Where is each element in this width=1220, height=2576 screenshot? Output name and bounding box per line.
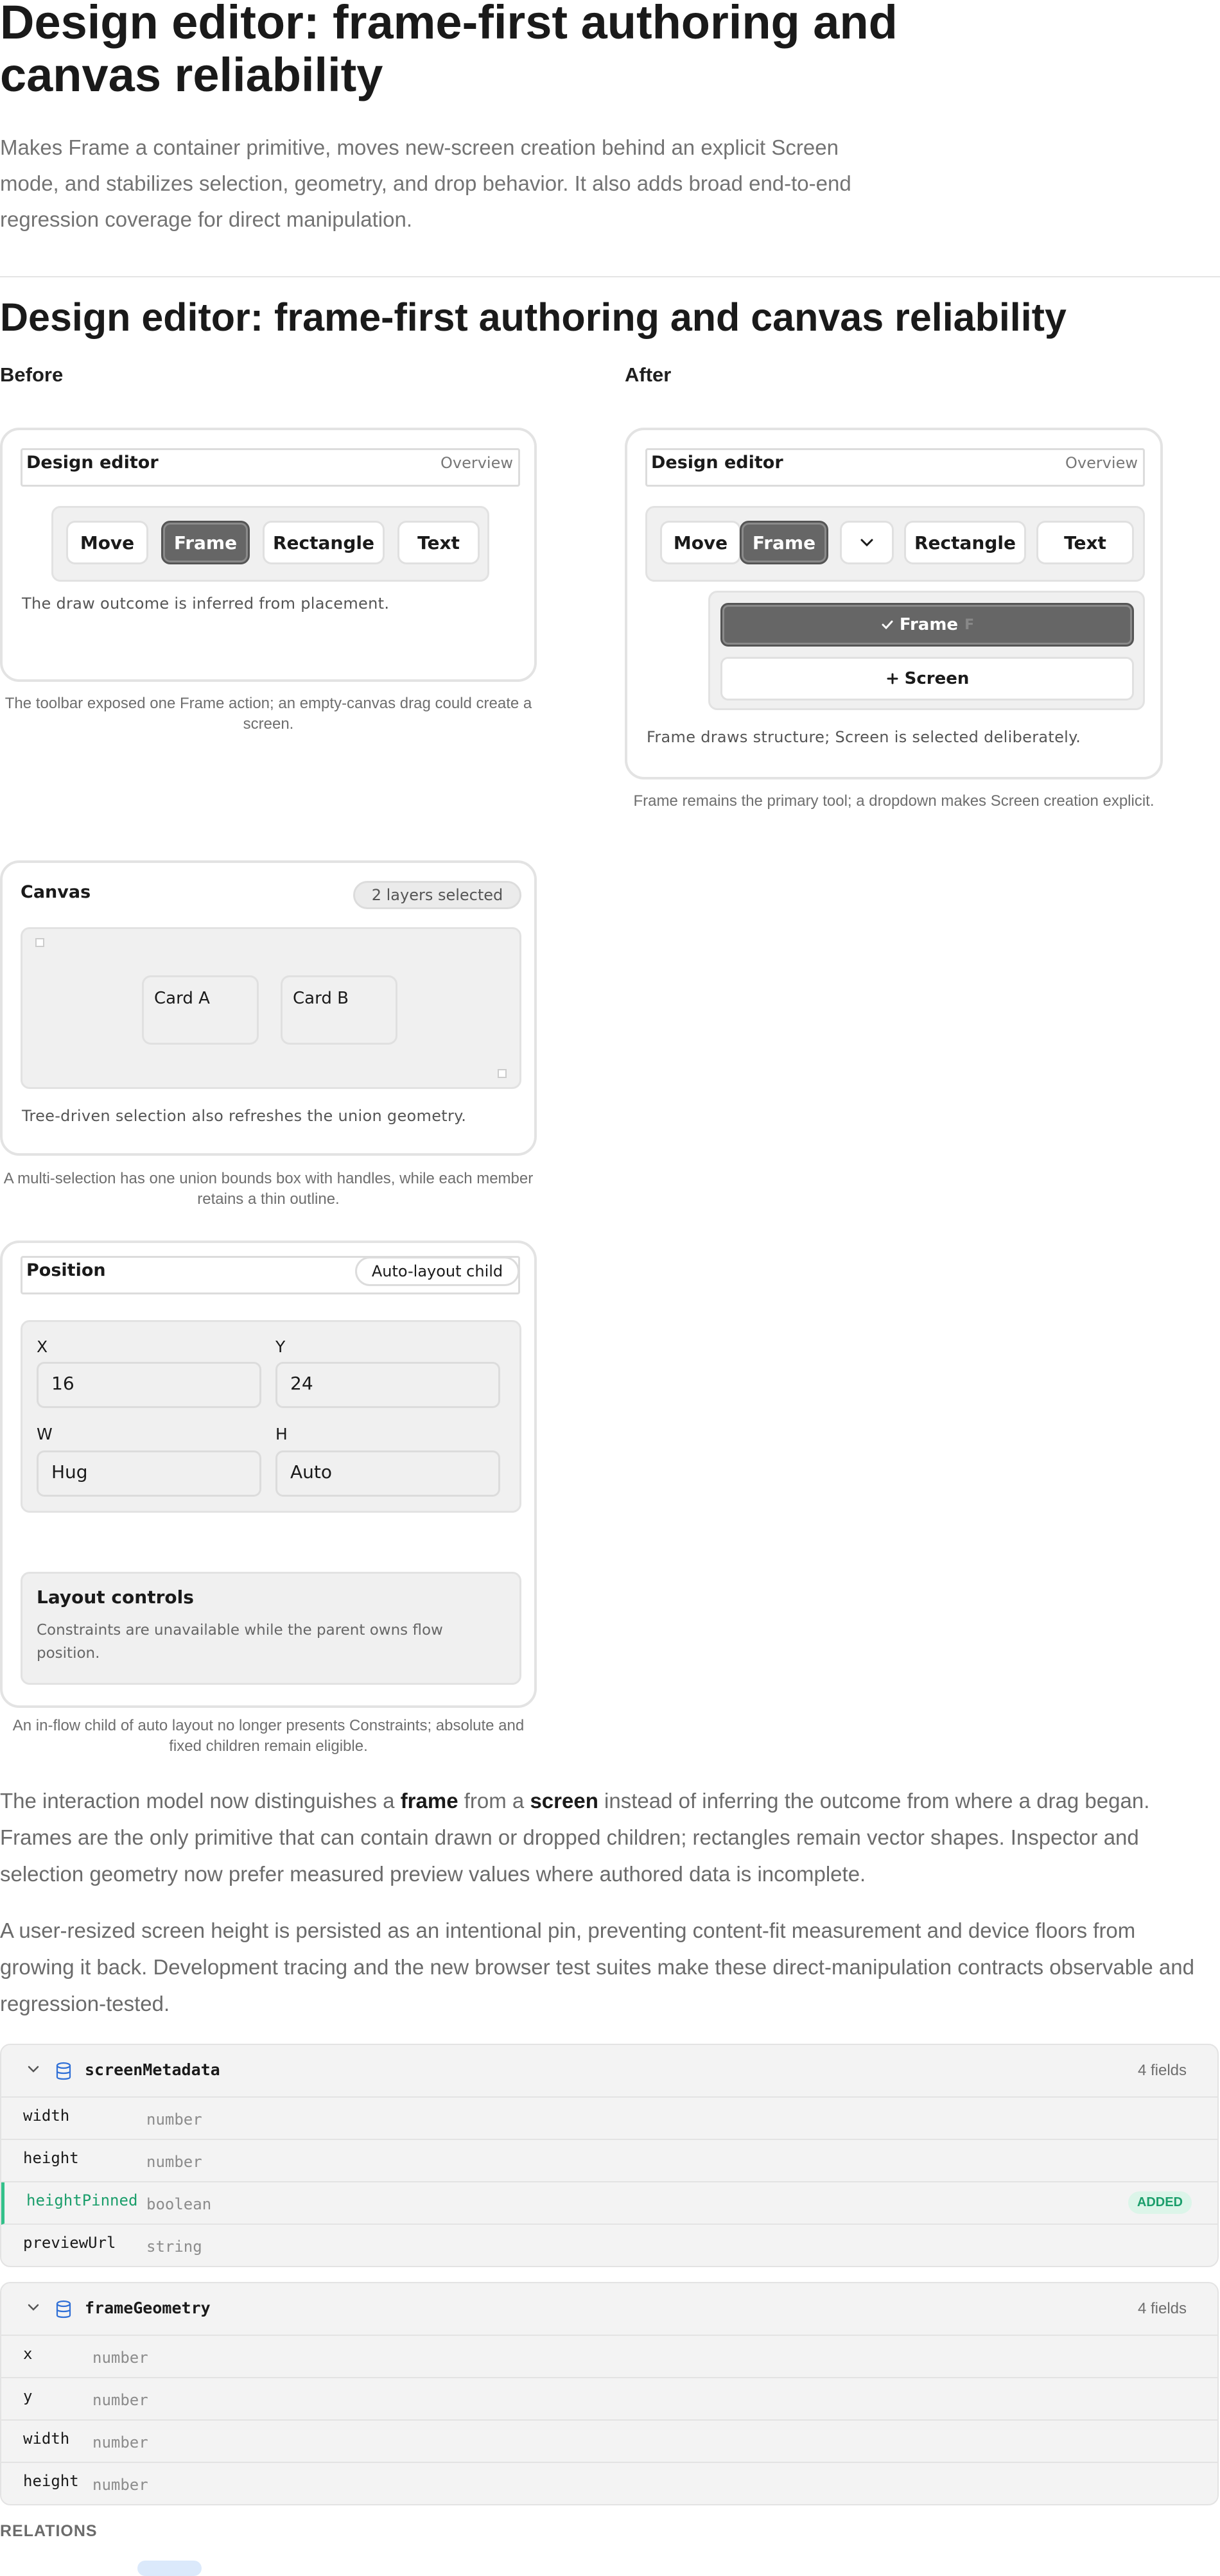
y-field[interactable]: 24 <box>275 1362 500 1408</box>
table-row <box>1 2378 1217 2421</box>
layout-controls-title: Layout controls <box>37 1587 194 1608</box>
frame-tool-button[interactable]: Frame <box>161 521 250 564</box>
field-type: number <box>146 2153 202 2171</box>
h-field[interactable]: Auto <box>275 1450 500 1497</box>
menu-item-frame[interactable] <box>720 603 1134 647</box>
schema-name: frameGeometry <box>85 2299 211 2317</box>
menu-item-screen[interactable] <box>720 657 1134 701</box>
toolbar <box>51 506 489 582</box>
h-label: H <box>275 1425 288 1443</box>
rectangle-tool-button[interactable]: Rectangle <box>263 521 385 564</box>
w-label: W <box>37 1425 53 1443</box>
rectangle-tool-button[interactable]: Rectangle <box>904 521 1026 564</box>
canvas-title: Canvas <box>21 882 91 902</box>
text-tool-button[interactable]: Text <box>397 521 480 564</box>
frame-dropdown-menu <box>708 591 1145 710</box>
tab-overview[interactable]: Overview <box>1065 454 1138 472</box>
auto-layout-child-badge: Auto-layout child <box>355 1257 519 1286</box>
selection-count-badge: 2 layers selected <box>353 881 521 909</box>
position-title: Position <box>26 1260 106 1280</box>
schema-panel-screenMetadata <box>0 2044 1219 2267</box>
section-title: Design editor: frame-first authoring and canvas reliability <box>0 295 1067 339</box>
before-toolbar-caption: The toolbar exposed one Frame action; an empty-canvas drag could create a screen. <box>4 695 532 733</box>
move-tool-button[interactable]: Move <box>66 521 148 564</box>
before-toolbar-card <box>0 428 537 682</box>
check-icon <box>880 618 894 632</box>
added-badge: ADDED <box>1128 2191 1192 2214</box>
frame-tool-button[interactable]: Frame <box>740 521 828 564</box>
field-count: 4 fields <box>1137 2300 1187 2317</box>
page-title: Design editor: frame-first authoring and canvas reliability <box>0 0 898 101</box>
selection-handle[interactable] <box>498 1069 507 1078</box>
schema-header[interactable] <box>1 2045 1217 2098</box>
w-field[interactable]: Hug <box>37 1450 261 1497</box>
tab-overview[interactable]: Overview <box>440 454 513 472</box>
field-name: previewUrl <box>23 2234 116 2252</box>
field-type: number <box>92 2391 148 2409</box>
field-type: number <box>92 2433 148 2451</box>
term-frame: frame <box>400 1789 458 1813</box>
canvas-caption: A multi-selection has one union bounds box with handles, while each member retains a thin outline. <box>3 1170 534 1208</box>
canvas-note: Tree-driven selection also refreshes the union geometry. <box>22 1107 467 1125</box>
menu-item-label: Screen <box>904 669 970 688</box>
table-row <box>1 2336 1217 2378</box>
field-name: height <box>23 2149 79 2167</box>
chevron-down-icon[interactable] <box>26 2301 41 2314</box>
schema-name: screenMetadata <box>85 2060 220 2079</box>
page-summary: Makes Frame a container primitive, moves new-screen creation behind an explicit Screen mode, and stabilizes selection, geometry, and drop behavior. It also adds broad end-to-end regression coverage for direct manipulation. <box>0 135 851 231</box>
database-icon <box>55 2062 72 2081</box>
field-name: y <box>23 2387 33 2405</box>
position-fields <box>21 1320 521 1513</box>
term-screen: screen <box>530 1789 598 1813</box>
frame-dropdown-toggle[interactable] <box>840 521 894 564</box>
text-tool-button[interactable]: Text <box>1036 521 1134 564</box>
field-name: heightPinned <box>26 2191 138 2209</box>
field-type: number <box>92 2476 148 2494</box>
shortcut-hint: F <box>964 616 975 633</box>
after-toolbar-card <box>625 428 1163 779</box>
move-tool-button[interactable]: Move <box>660 521 741 564</box>
canvas-card <box>0 860 537 1156</box>
plus-icon <box>885 672 900 686</box>
position-caption: An in-flow child of auto layout no longer presents Constraints; absolute and fixed children remain eligible. <box>12 1717 525 1755</box>
toolbar-note: Frame draws structure; Screen is selected deliberately. <box>647 728 1081 746</box>
canvas-area[interactable] <box>21 927 521 1089</box>
field-name: width <box>23 2107 70 2125</box>
relations-heading: RELATIONS <box>0 2522 98 2540</box>
database-icon <box>55 2300 72 2319</box>
toolbar-note: The draw outcome is inferred from placement. <box>22 595 390 613</box>
schema-header[interactable] <box>1 2283 1217 2336</box>
after-label: After <box>625 363 672 386</box>
x-label: X <box>37 1337 48 1356</box>
table-row <box>1 2140 1217 2182</box>
position-header <box>21 1256 520 1294</box>
layer-card-b[interactable]: Card B <box>281 975 397 1045</box>
field-name: x <box>23 2345 33 2363</box>
editor-title: Design editor <box>26 453 159 473</box>
y-label: Y <box>275 1337 286 1356</box>
field-type: number <box>92 2349 148 2367</box>
x-field[interactable]: 16 <box>37 1362 261 1408</box>
field-type: string <box>146 2238 202 2256</box>
field-name: width <box>23 2430 70 2448</box>
body-paragraph-1: The interaction model now distinguishes a frame from a screen instead of inferring the outcome from where a drag began. Frames are the only primitive that can contain drawn or dropped children; rectangles remain vector shapes. Inspector and selection geometry now prefer measured preview values where authored data is incomplete. <box>0 1789 1150 1886</box>
before-label: Before <box>0 363 64 386</box>
table-row <box>1 2098 1217 2140</box>
layer-card-a[interactable]: Card A <box>142 975 259 1045</box>
table-row <box>1 2421 1217 2463</box>
position-card <box>0 1240 537 1708</box>
menu-item-label: Frame <box>899 615 959 634</box>
chevron-down-icon[interactable] <box>26 2063 41 2076</box>
field-count: 4 fields <box>1137 2062 1187 2079</box>
toolbar <box>645 506 1145 582</box>
relation-chip[interactable] <box>137 2561 202 2576</box>
body-paragraph-2: A user-resized screen height is persisted as an intentional pin, preventing content-fit measurement and device floors from growing it back. Development tracing and the new browser test suites make these direct-manipulation contracts observable and regression-tested. <box>0 1919 1194 2015</box>
chevron-down-icon <box>859 537 875 548</box>
editor-title: Design editor <box>651 453 783 473</box>
schema-panel-frameGeometry <box>0 2282 1219 2505</box>
editor-titlebar <box>645 448 1145 487</box>
selection-handle[interactable] <box>35 938 44 947</box>
field-type: number <box>146 2110 202 2128</box>
after-toolbar-caption: Frame remains the primary tool; a dropdown makes Screen creation explicit. <box>633 792 1155 810</box>
layout-controls-panel <box>21 1572 521 1685</box>
editor-titlebar <box>21 448 520 487</box>
field-type: boolean <box>146 2195 212 2213</box>
field-name: height <box>23 2472 79 2490</box>
table-row <box>1 2225 1217 2266</box>
table-row-added <box>1 2182 1217 2225</box>
divider <box>0 276 1220 277</box>
layout-controls-note: Constraints are unavailable while the parent owns flow position. <box>37 1622 443 1662</box>
table-row <box>1 2463 1217 2504</box>
